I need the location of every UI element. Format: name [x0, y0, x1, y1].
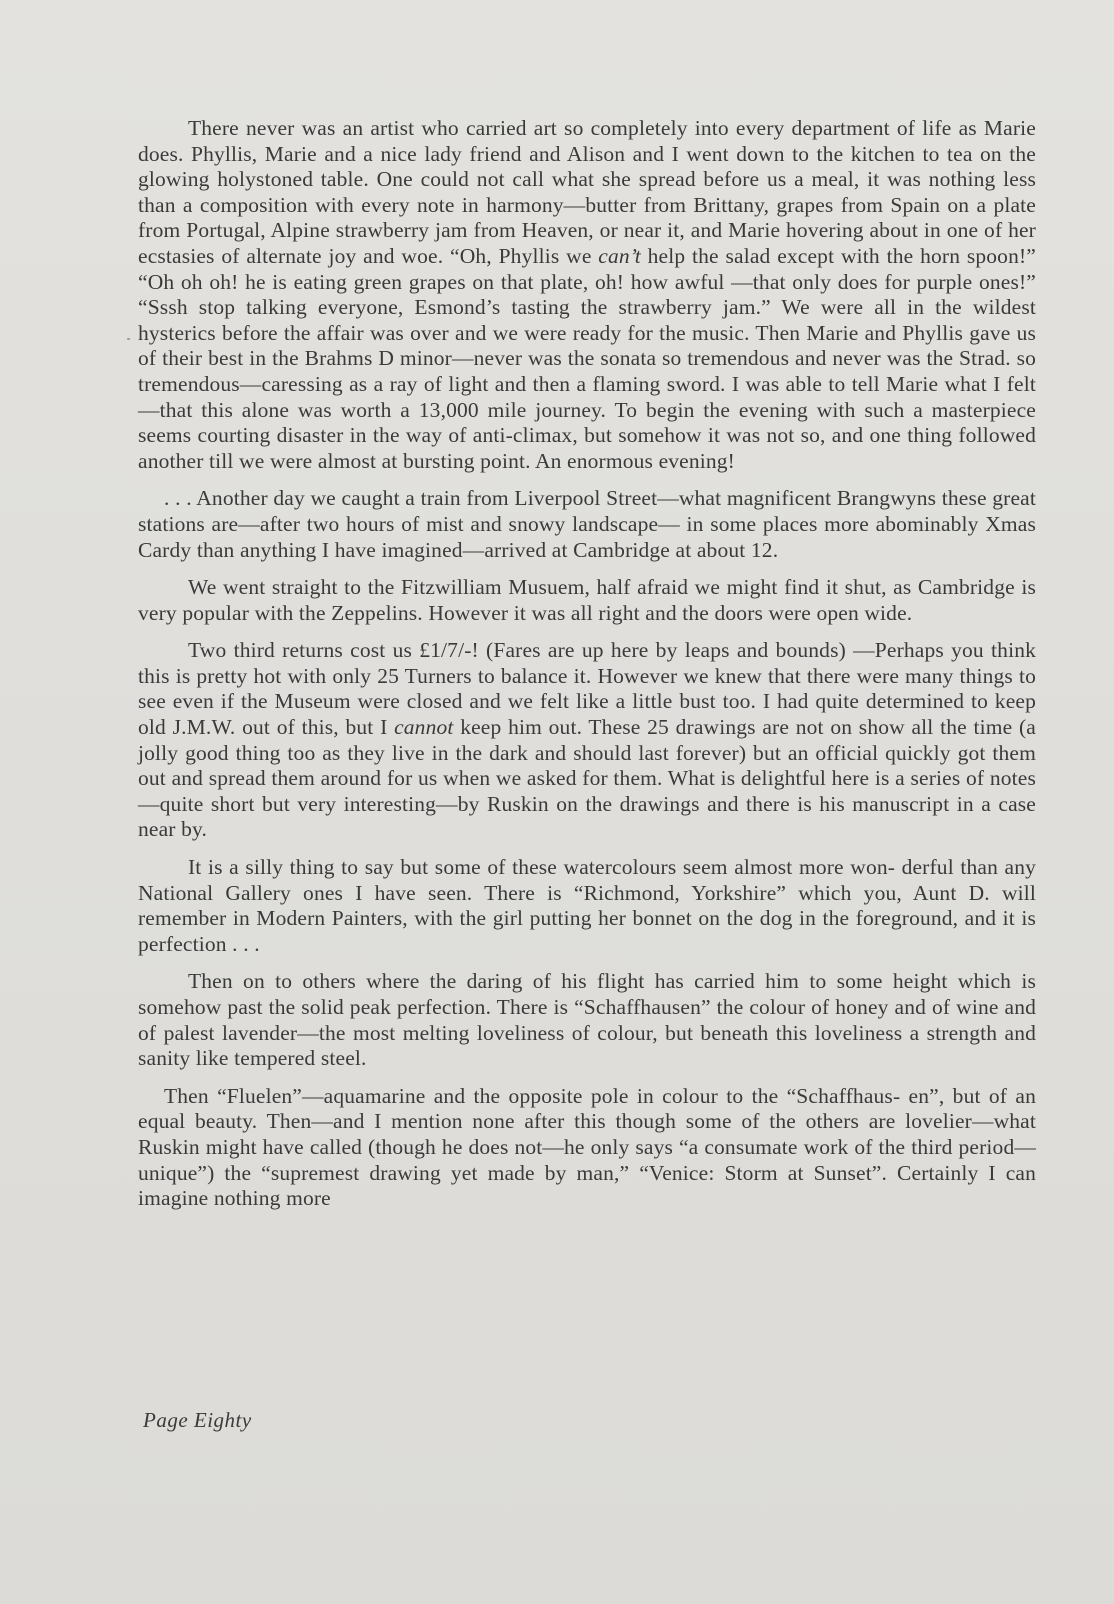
- margin-mark: [127, 338, 130, 340]
- body-text: [138, 116, 1036, 1224]
- paragraph-4-text-a: Two third returns cost us £1/7/-! (Fares are up here by leaps and bounds) —Perhaps you think this is pretty hot with only 25 Turners to balance it. However we knew that there were many things to see even if the Museum were closed and we felt like a little bust too. I had quite determined to keep old J.M.W. out of this, but I: [138, 638, 1036, 740]
- paragraph-4-emphasis: cannot: [394, 715, 454, 740]
- paragraph-4: [138, 638, 1036, 843]
- paragraph-1-text-b: help the salad except with the horn spoon!” “Oh oh oh! he is eating green grapes on that plate, oh! how awful —that only does for purple ones!” “Sssh stop talking everyone, Esmond’s tasting the strawberry jam.” We were all in the wildest hysterics before the affair was over and we were ready for the music. Then Marie and Phyllis gave us of their best in the Brahms D minor—never was the sonata so tremendous and never was the Strad. so tremendous—caressing as a ray of light and then a flaming sword. I was able to tell Marie what I felt—that this alone was worth a 13,000 mile journey. To begin the evening with such a masterpiece seems courting disaster in the way of anti-climax, but somehow it was not so, and one thing followed another till we were almost at bursting point. An enormous evening!: [138, 243, 1036, 473]
- paragraph-2-text: . . . Another day we caught a train from Liverpool Street—what magnificent Brangwyns these great stations are—after two hours of mist and snowy landscape— in some places more abominably Xmas Cardy than anything I have imagined—arrived at Cambridge at about 12.: [138, 486, 1036, 562]
- paragraph-1: [138, 116, 1036, 474]
- paragraph-6-text: Then on to others where the daring of his flight has carried him to some height which is somehow past the solid peak perfection. There is “Schaffhausen” the colour of honey and of wine and of palest lavender—the most melting loveliness of colour, but beneath this loveliness a strength and sanity like tempered steel.: [138, 969, 1036, 1071]
- paragraph-3-text: We went straight to the Fitzwilliam Musuem, half afraid we might find it shut, as Cambridge is very popular with the Zeppelins. However it was all right and the doors were open wide.: [138, 575, 1036, 625]
- paragraph-6: [138, 969, 1036, 1071]
- paragraph-5-text: It is a silly thing to say but some of these watercolours seem almost more won- derful than any National Gallery ones I have seen. There is “Richmond, Yorkshire” which you, Aunt D. will remember in Modern Painters, with the girl putting her bonnet on the dog in the foreground, and it is perfection . . .: [138, 855, 1036, 956]
- paragraph-4-text-b: keep him out. These 25 drawings are not on show all the time (a jolly good thing too as they live in the dark and should last forever) but an official quickly got them out and spread them around for us when we asked for them. What is delightful here is a series of notes—quite short but very interesting—by Ruskin on the drawings and there is his manuscript in a case near by.: [138, 715, 1037, 842]
- page-number: Page Eighty: [143, 1408, 252, 1432]
- paragraph-5: [138, 855, 1036, 957]
- paragraph-1-emphasis: can’t: [598, 243, 641, 268]
- paragraph-1-text-a: There never was an artist who carried art so completely into every department of life as Marie does. Phyllis, Marie and a nice lady friend and Alison and I went down to the kitchen to tea on the glowing holystoned table. One could not call what she spread before us a meal, it was nothing less than a composition with every note in harmony—butter from Brittany, grapes from Spain on a plate from Portugal, Alpine strawberry jam from Heaven, or near it, and Marie hovering about in one of her ecstasies of alternate joy and woe. “Oh, Phyllis we: [138, 116, 1036, 268]
- paragraph-7: [138, 1084, 1036, 1212]
- paragraph-7-text: Then “Fluelen”—aquamarine and the opposite pole in colour to the “Schaffhaus- en”, but of an equal beauty. Then—and I mention none after this though some of the others are lovelier—what Ruskin might have called (though he does not—he only says “a consumate work of the third period—unique”) the “supremest drawing yet made by man,” “Venice: Storm at Sunset”. Certainly I can imagine nothing more: [138, 1083, 1036, 1211]
- paragraph-3: [138, 575, 1036, 626]
- paragraph-2: [138, 486, 1036, 563]
